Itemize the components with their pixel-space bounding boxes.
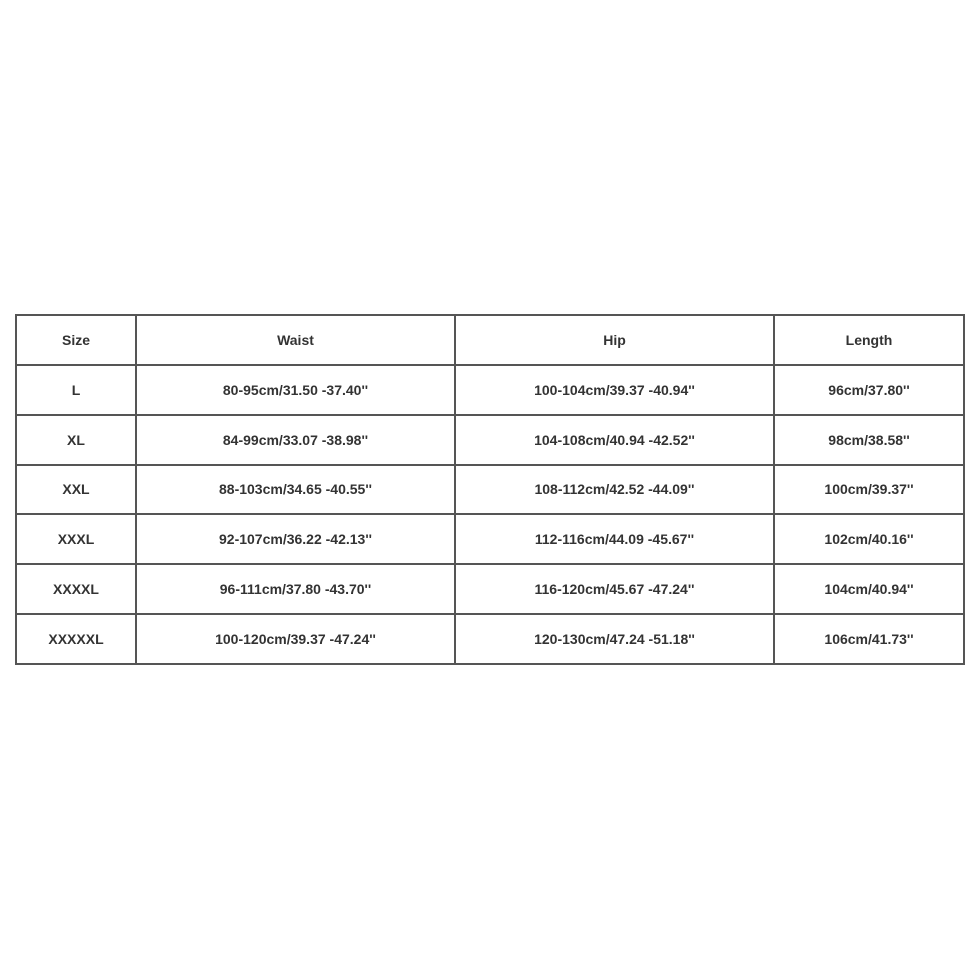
table-row xyxy=(16,365,964,415)
waist-cell: 80-95cm/31.50 -37.40'' xyxy=(136,365,455,415)
header-waist: Waist xyxy=(136,315,455,365)
length-cell: 98cm/38.58'' xyxy=(774,415,964,465)
hip-cell: 112-116cm/44.09 -45.67'' xyxy=(455,514,774,564)
table-row xyxy=(16,465,964,515)
waist-cell: 88-103cm/34.65 -40.55'' xyxy=(136,465,455,515)
header-hip: Hip xyxy=(455,315,774,365)
size-cell: L xyxy=(16,365,136,415)
length-cell: 104cm/40.94'' xyxy=(774,564,964,614)
hip-cell: 120-130cm/47.24 -51.18'' xyxy=(455,614,774,664)
table-row xyxy=(16,514,964,564)
length-cell: 102cm/40.16'' xyxy=(774,514,964,564)
hip-cell: 116-120cm/45.67 -47.24'' xyxy=(455,564,774,614)
size-chart-table xyxy=(15,314,965,665)
waist-cell: 92-107cm/36.22 -42.13'' xyxy=(136,514,455,564)
table-row xyxy=(16,614,964,664)
hip-cell: 104-108cm/40.94 -42.52'' xyxy=(455,415,774,465)
table-row xyxy=(16,564,964,614)
size-cell: XXXXXL xyxy=(16,614,136,664)
waist-cell: 100-120cm/39.37 -47.24'' xyxy=(136,614,455,664)
size-cell: XXXXL xyxy=(16,564,136,614)
waist-cell: 84-99cm/33.07 -38.98'' xyxy=(136,415,455,465)
size-cell: XXXL xyxy=(16,514,136,564)
waist-cell: 96-111cm/37.80 -43.70'' xyxy=(136,564,455,614)
table-row xyxy=(16,415,964,465)
header-size: Size xyxy=(16,315,136,365)
header-length: Length xyxy=(774,315,964,365)
hip-cell: 100-104cm/39.37 -40.94'' xyxy=(455,365,774,415)
size-cell: XXL xyxy=(16,465,136,515)
table-header-row xyxy=(16,315,964,365)
length-cell: 106cm/41.73'' xyxy=(774,614,964,664)
length-cell: 100cm/39.37'' xyxy=(774,465,964,515)
length-cell: 96cm/37.80'' xyxy=(774,365,964,415)
size-cell: XL xyxy=(16,415,136,465)
hip-cell: 108-112cm/42.52 -44.09'' xyxy=(455,465,774,515)
